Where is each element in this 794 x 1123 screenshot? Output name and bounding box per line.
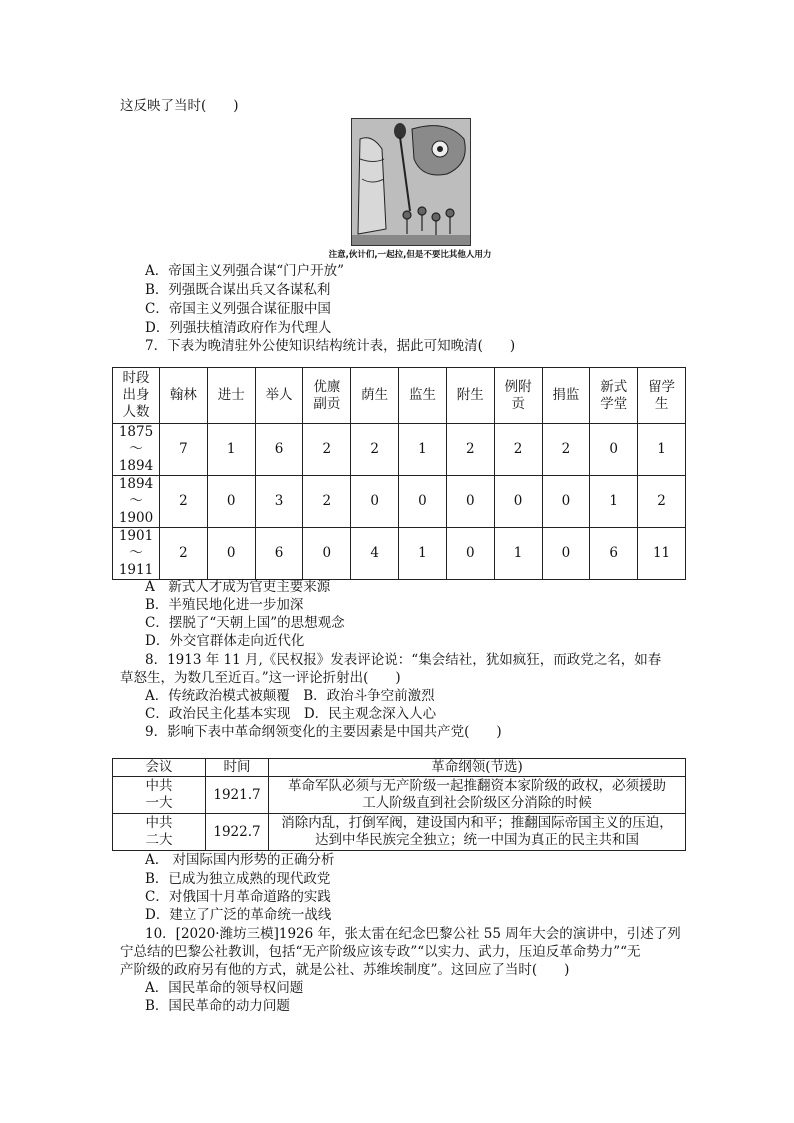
value-cell: 2 <box>303 424 351 476</box>
q10-option-a[interactable]: A．国民革命的领导权问题 <box>145 980 304 996</box>
revolution-program-table <box>112 758 686 851</box>
value-cell: 1 <box>638 424 686 476</box>
table-header-row <box>113 368 686 424</box>
q6-option-c[interactable]: C．帝国主义列强合谋征服中国 <box>145 301 331 317</box>
q8-stem-line-2: 草怒生，为数几至近百。”这一评论折射出( ) <box>120 670 401 686</box>
q7-option-b[interactable]: B．半殖民地化进一步加深 <box>145 597 304 613</box>
value-cell: 7 <box>160 424 208 476</box>
header-cell: 革命纲领(节选) <box>269 759 686 777</box>
value-cell: 2 <box>542 424 590 476</box>
value-cell: 0 <box>542 476 590 528</box>
q8-stem-line-1: 8．1913 年 11 月,《民权报》发表评论说：“集会结社，犹如疯狂，而政党之名，如春 <box>145 652 662 668</box>
table-row <box>113 424 686 476</box>
q6-option-b[interactable]: B．列强既合谋出兵又各谋私利 <box>145 282 331 298</box>
value-cell: 2 <box>160 528 208 580</box>
header-cell: 捐监 <box>542 368 590 424</box>
cartoon-caption: 注意,伙计们,一起拉,但是不要比其他人用力 <box>328 250 492 260</box>
header-cell: 新式 学堂 <box>590 368 638 424</box>
q9-stem: 9．影响下表中革命纲领变化的主要因素是中国共产党( ) <box>145 724 502 740</box>
header-cell: 监生 <box>399 368 447 424</box>
value-cell: 0 <box>446 476 494 528</box>
value-cell: 0 <box>494 476 542 528</box>
cartoon-image <box>351 118 471 246</box>
value-cell: 0 <box>590 424 638 476</box>
header-cell: 优廪 副贡 <box>303 368 351 424</box>
q9-option-d[interactable]: D．建立了广泛的革命统一战线 <box>145 907 332 923</box>
q10-stem-line-3: 产阶级的政府另有他的方式，就是公社、苏维埃制度”。这回应了当时( ) <box>120 962 570 978</box>
header-cell: 进士 <box>207 368 255 424</box>
q7-option-d[interactable]: D．外交官群体走向近代化 <box>145 633 305 649</box>
value-cell: 1 <box>590 476 638 528</box>
value-cell: 2 <box>494 424 542 476</box>
q8-options-cd[interactable]: C．政治民主化基本实现 D．民主观念深入人心 <box>145 706 437 722</box>
value-cell: 2 <box>446 424 494 476</box>
q7-option-a[interactable]: A 新式人才成为官吏主要来源 <box>145 579 331 595</box>
meeting-cell: 中共 一大 <box>113 777 206 814</box>
value-cell: 4 <box>351 528 399 580</box>
meeting-cell: 中共 二大 <box>113 814 206 851</box>
value-cell: 11 <box>638 528 686 580</box>
table-row <box>113 476 686 528</box>
header-cell: 翰林 <box>160 368 208 424</box>
q8-options-ab[interactable]: A．传统政治模式被颠覆 B．政治斗争空前激烈 <box>145 688 435 704</box>
value-cell: 2 <box>638 476 686 528</box>
value-cell: 3 <box>255 476 303 528</box>
value-cell: 1 <box>399 528 447 580</box>
value-cell: 0 <box>399 476 447 528</box>
header-cell: 举人 <box>255 368 303 424</box>
table-row <box>113 528 686 580</box>
diplomat-statistics-table <box>112 367 686 580</box>
value-cell: 0 <box>303 528 351 580</box>
q6-option-a[interactable]: A．帝国主义列强合谋“门户开放” <box>145 263 345 279</box>
value-cell: 1 <box>494 528 542 580</box>
value-cell: 2 <box>160 476 208 528</box>
value-cell: 1 <box>399 424 447 476</box>
q7-option-c[interactable]: C．摆脱了“天朝上国”的思想观念 <box>145 615 345 631</box>
q6-option-d[interactable]: D．列强扶植清政府作为代理人 <box>145 320 332 336</box>
table-row <box>113 814 686 851</box>
value-cell: 0 <box>207 528 255 580</box>
value-cell: 0 <box>351 476 399 528</box>
value-cell: 0 <box>542 528 590 580</box>
header-cell: 时间 <box>206 759 269 777</box>
header-cell: 留学 生 <box>638 368 686 424</box>
cartoon-drawing <box>352 119 470 245</box>
value-cell: 6 <box>255 528 303 580</box>
q9-option-c[interactable]: C．对俄国十月革命道路的实践 <box>145 889 331 905</box>
table-header-row <box>113 759 686 777</box>
period-cell: 1875 ～ 1894 <box>113 424 160 476</box>
header-cell: 附生 <box>446 368 494 424</box>
q9-option-b[interactable]: B．已成为独立成熟的现代政党 <box>145 871 331 887</box>
time-cell: 1921.7 <box>206 777 269 814</box>
header-cell: 时段 出身 人数 <box>113 368 160 424</box>
q10-stem-line-1: 10．[2020·潍坊三模]1926 年，张太雷在纪念巴黎公社 55 周年大会的演讲中，引述了列 <box>145 926 681 942</box>
value-cell: 6 <box>590 528 638 580</box>
q7-stem: 7．下表为晚清驻外公使知识结构统计表，据此可知晚清( ) <box>145 338 516 354</box>
time-cell: 1922.7 <box>206 814 269 851</box>
program-cell: 消除内乱，打倒军阀，建设国内和平；推翻国际帝国主义的压迫， 达到中华民族完全独立；统一中国为真正的民主共和国 <box>269 814 686 851</box>
value-cell: 2 <box>303 476 351 528</box>
value-cell: 0 <box>207 476 255 528</box>
value-cell: 0 <box>446 528 494 580</box>
program-cell: 革命军队必须与无产阶级一起推翻资本家阶级的政权，必须援助 工人阶级直到社会阶级区分消除的时候 <box>269 777 686 814</box>
q9-option-a[interactable]: A. 对国际国内形势的正确分析 <box>145 852 335 868</box>
q6-stem-tail: 这反映了当时( ) <box>120 98 239 114</box>
q10-stem-line-2: 宁总结的巴黎公社教训，包括“无产阶级应该专政”“以实力、武力，压迫反革命势力”“无 <box>120 944 641 960</box>
period-cell: 1901 ～ 1911 <box>113 528 160 580</box>
q10-option-b[interactable]: B．国民革命的动力问题 <box>145 998 290 1014</box>
value-cell: 2 <box>351 424 399 476</box>
header-cell: 会议 <box>113 759 206 777</box>
value-cell: 6 <box>255 424 303 476</box>
header-cell: 荫生 <box>351 368 399 424</box>
period-cell: 1894 ～ 1900 <box>113 476 160 528</box>
header-cell: 例附 贡 <box>494 368 542 424</box>
value-cell: 1 <box>207 424 255 476</box>
table-row <box>113 777 686 814</box>
